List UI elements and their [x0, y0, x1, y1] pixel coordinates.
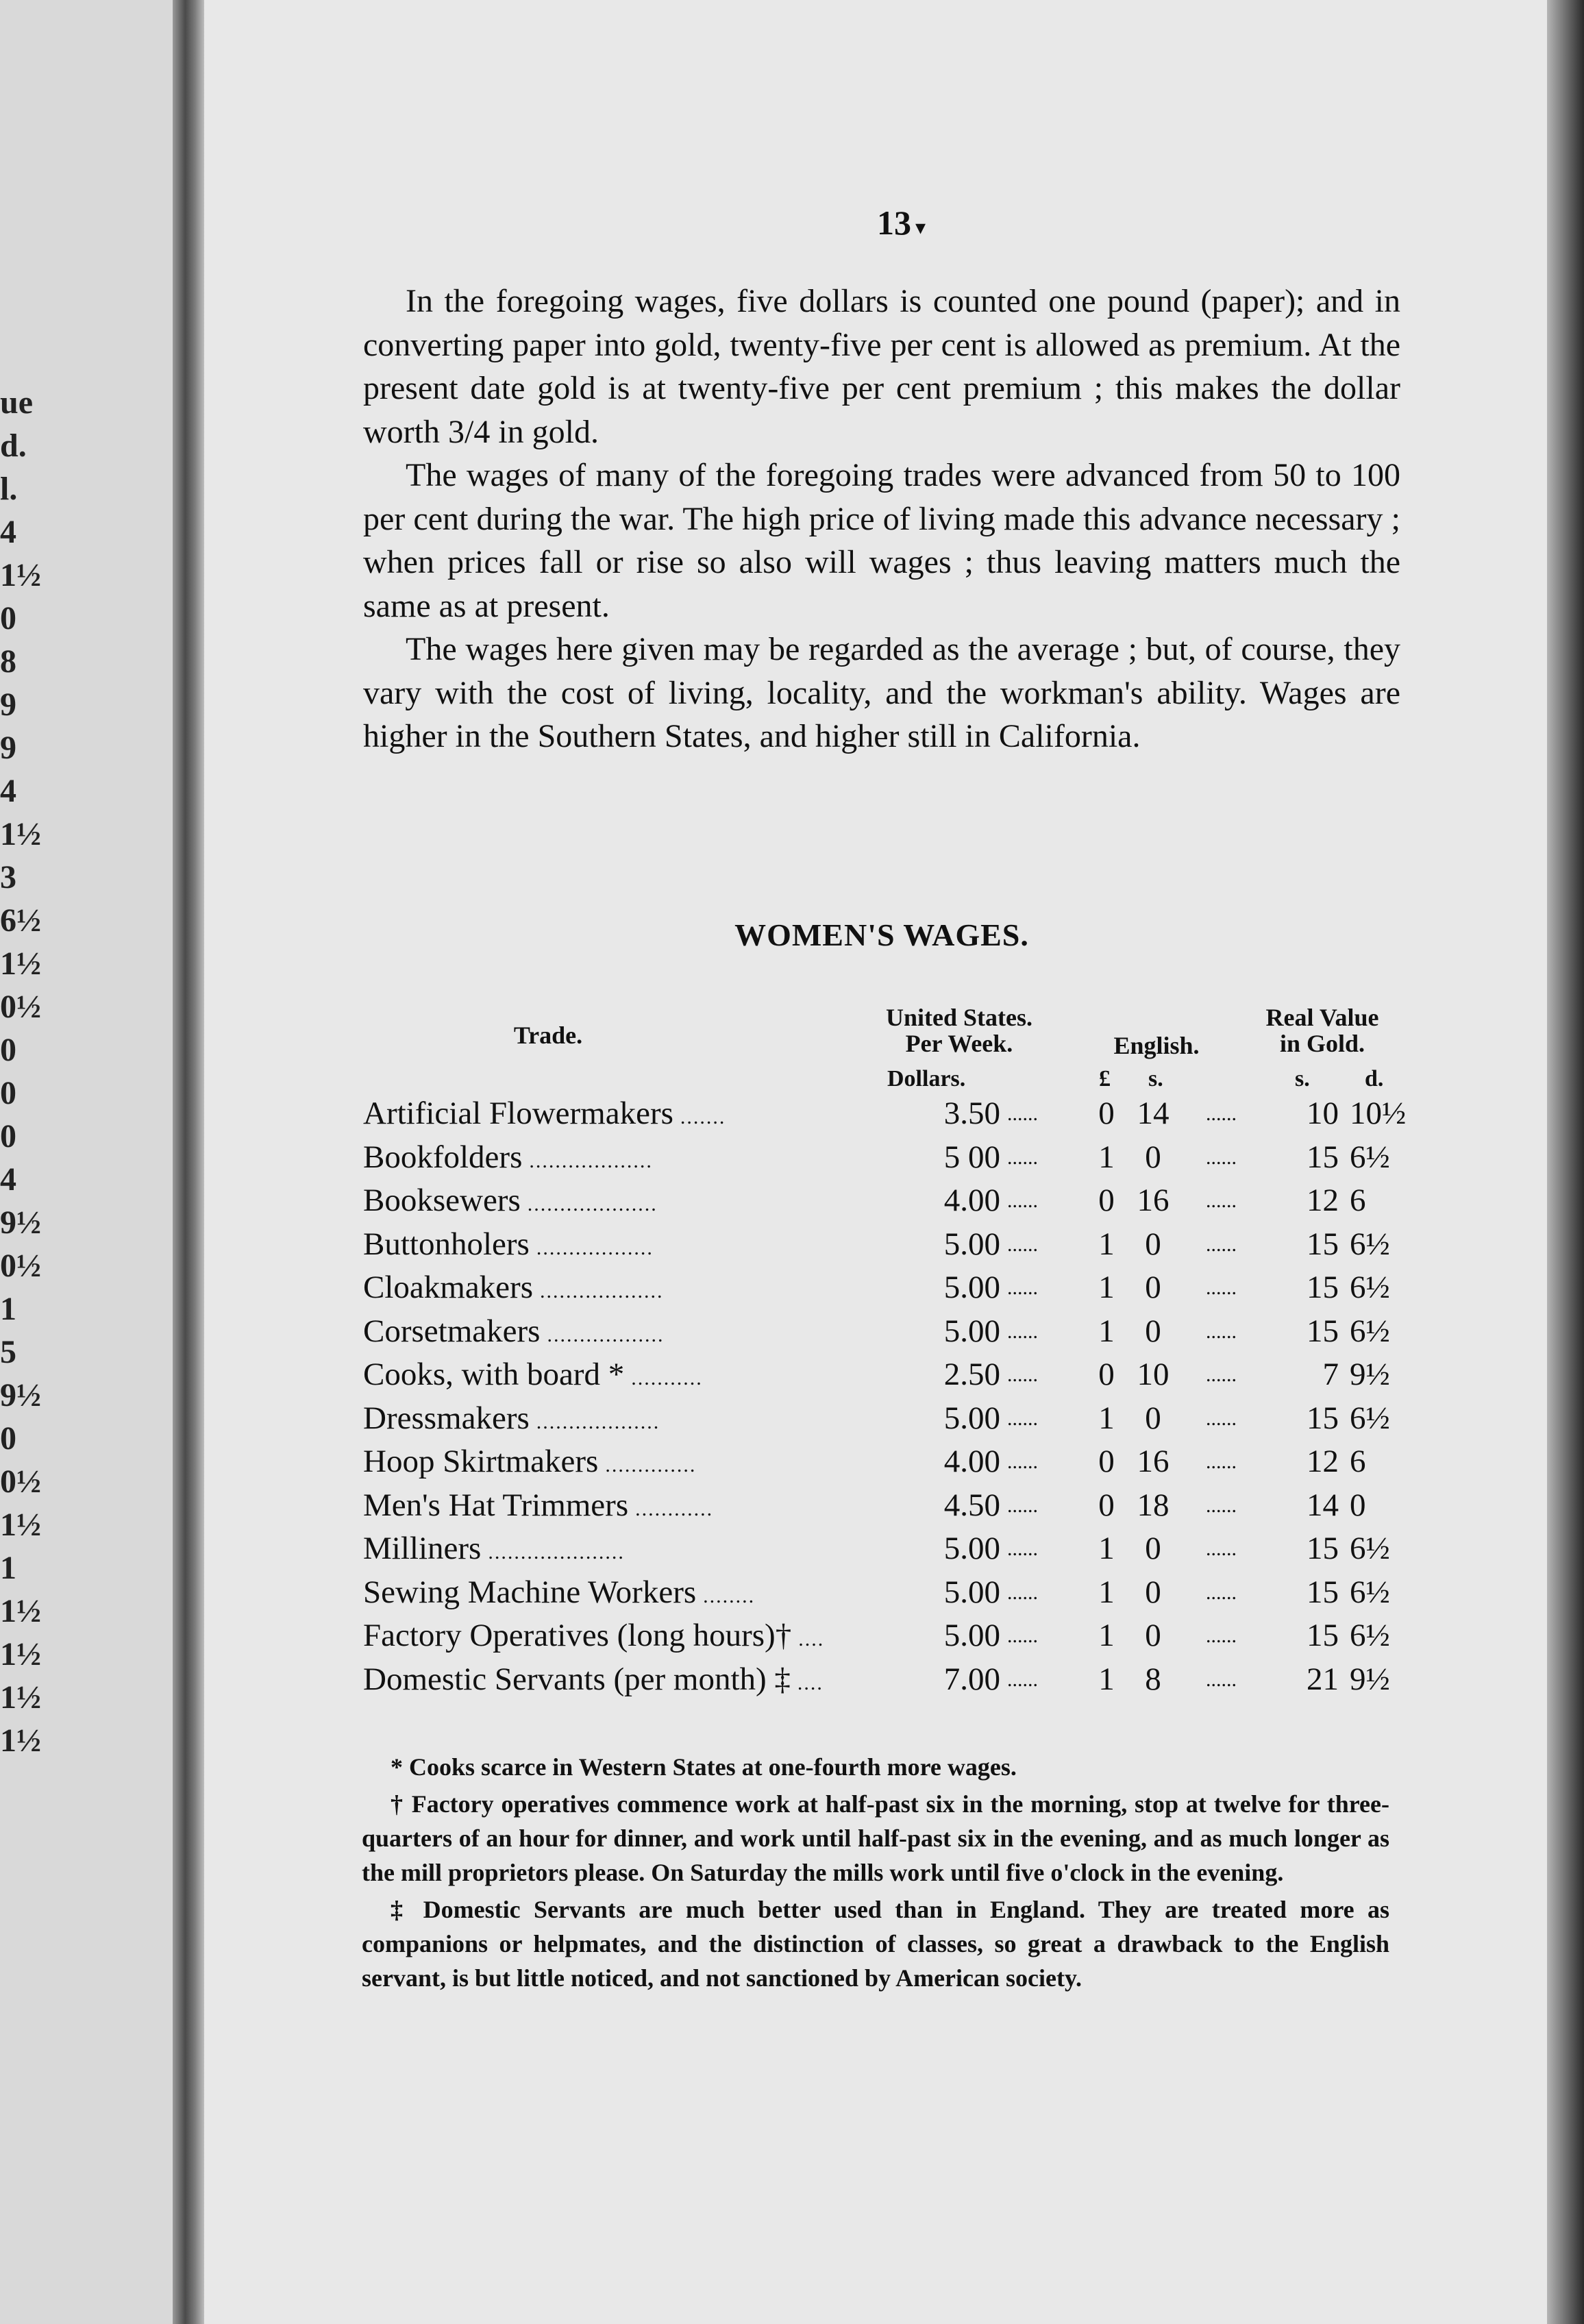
row-gold-s: 15 [1307, 1531, 1339, 1566]
row-gold-s: 15 [1307, 1574, 1339, 1610]
facing-page-fragment: 9½ [0, 1204, 41, 1241]
dot-leader: ............ [635, 1497, 714, 1520]
row-trade [363, 1136, 653, 1183]
row-shillings: 0 [1145, 1270, 1161, 1305]
table-row [363, 1179, 1411, 1223]
row-usd: 5.00 [943, 1226, 1000, 1262]
dot-leader: ...... [1007, 1146, 1038, 1169]
row-shillings: 0 [1145, 1574, 1161, 1610]
section-heading: WOMEN'S WAGES. [734, 917, 1029, 952]
row-usd: 5.00 [943, 1313, 1000, 1349]
row-trade [363, 1614, 824, 1661]
dot-leader: ........... [631, 1367, 703, 1389]
row-shillings: 0 [1145, 1400, 1161, 1436]
row-pound: 1 [1098, 1139, 1115, 1175]
page-right-edge [1547, 0, 1584, 2324]
row-trade [363, 1179, 658, 1226]
dot-leader: ...... [1206, 1581, 1237, 1604]
row-usd: 5.00 [943, 1574, 1000, 1610]
footnote-factory: † Factory operatives commence work at half-past six in the morning, stop at twelve for three-quarters of an hour for dinner, and work until half-past six in the evening, and as much longer as the mill proprietors please. On Saturday the mills work until five o'clock in the evening. [362, 1790, 1389, 1886]
table-row [363, 1397, 1411, 1441]
row-shillings: 16 [1137, 1183, 1170, 1218]
row-trade-text: Sewing Machine Workers [363, 1574, 697, 1610]
facing-page-fragment: 3 [0, 859, 16, 895]
row-pound: 0 [1098, 1357, 1115, 1392]
facing-page-fragment: 1½ [0, 1507, 41, 1543]
table-row [363, 1136, 1411, 1180]
row-trade-text: Artificial Flowermakers [363, 1096, 673, 1131]
row-pound: 0 [1098, 1487, 1115, 1523]
row-trade [363, 1484, 713, 1531]
page-mark: ▾ [915, 217, 926, 239]
row-usd: 4.00 [943, 1183, 1000, 1218]
dot-leader: ...... [1206, 1189, 1237, 1212]
dot-leader: ....... [680, 1106, 726, 1128]
row-shillings: 10 [1137, 1357, 1170, 1392]
row-shillings: 0 [1145, 1313, 1161, 1349]
row-trade [363, 1353, 703, 1400]
facing-page-fragment: 4 [0, 773, 16, 809]
row-trade-text: Factory Operatives (long hours)† [363, 1618, 792, 1653]
dot-leader: ..................... [488, 1541, 625, 1563]
dot-leader: ...... [1206, 1363, 1237, 1386]
row-shillings: 0 [1145, 1618, 1161, 1653]
facing-page-fragment: 0½ [0, 989, 41, 1025]
row-usd: 2.50 [943, 1357, 1000, 1392]
dot-leader: ...... [1007, 1102, 1038, 1125]
row-gold-s: 15 [1307, 1618, 1339, 1653]
row-gold-s: 15 [1307, 1270, 1339, 1305]
row-gold-d: 6½ [1350, 1226, 1390, 1262]
dot-leader: ...... [1206, 1668, 1237, 1691]
facing-page-fragment: 9½ [0, 1377, 41, 1413]
facing-page-fragment: l. [0, 471, 18, 507]
row-pound: 1 [1098, 1400, 1115, 1436]
row-gold-s: 15 [1307, 1400, 1339, 1436]
book-gutter [173, 0, 204, 2324]
row-gold-s: 15 [1307, 1226, 1339, 1262]
dot-leader: ................... [529, 1149, 653, 1172]
row-usd: 5.00 [943, 1531, 1000, 1566]
subheader-gold-s: s. [1295, 1066, 1310, 1091]
row-shillings: 0 [1145, 1531, 1161, 1566]
facing-page-fragment: 1½ [0, 1722, 41, 1759]
facing-page-fragment: 8 [0, 643, 16, 680]
dot-leader: ...... [1007, 1624, 1038, 1647]
row-pound: 1 [1098, 1270, 1115, 1305]
row-gold-d: 9½ [1350, 1357, 1390, 1392]
row-usd: 5.00 [943, 1618, 1000, 1653]
row-trade-text: Domestic Servants (per month) ‡ [363, 1661, 791, 1697]
row-pound: 1 [1098, 1226, 1115, 1262]
footnotes [362, 1750, 1389, 1998]
row-trade-text: Cloakmakers [363, 1270, 533, 1305]
row-gold-s: 15 [1307, 1139, 1339, 1175]
facing-page-fragment: 9 [0, 687, 16, 723]
row-usd: 4.00 [943, 1444, 1000, 1479]
dot-leader: .............. [605, 1454, 697, 1476]
dot-leader: ...... [1007, 1276, 1038, 1299]
row-gold-s: 12 [1307, 1444, 1339, 1479]
dot-leader: ...... [1206, 1102, 1237, 1125]
header-trade: Trade. [513, 1022, 583, 1049]
table-row [363, 1266, 1411, 1310]
page-number-text: 13 [877, 203, 911, 242]
header-united-states [836, 1004, 1082, 1056]
dot-leader: ...... [1007, 1189, 1038, 1212]
row-trade-text: Dressmakers [363, 1400, 530, 1436]
row-gold-d: 6½ [1350, 1313, 1390, 1349]
dot-leader: ................... [536, 1410, 660, 1433]
dot-leader: ...... [1007, 1407, 1038, 1430]
subheader-dollars: Dollars. [887, 1066, 966, 1091]
header-english: English. [1113, 1032, 1200, 1059]
wage-table [363, 1092, 1411, 1701]
facing-page-fragment: ue [0, 384, 33, 421]
row-trade [363, 1440, 696, 1487]
dot-leader: ...... [1007, 1668, 1038, 1691]
facing-page-fragment: 0 [0, 1420, 16, 1457]
facing-page-fragment: 1½ [0, 557, 41, 593]
facing-page-strip [0, 0, 201, 2324]
row-trade-text: Buttonholers [363, 1226, 530, 1262]
subheader-shillings: s. [1148, 1066, 1163, 1091]
subheader-gold-d: d. [1365, 1066, 1384, 1091]
facing-page-fragment: d. [0, 428, 27, 464]
row-gold-d: 10½ [1350, 1096, 1407, 1131]
row-gold-d: 6½ [1350, 1400, 1390, 1436]
dot-leader: ...... [1206, 1146, 1237, 1169]
row-pound: 1 [1098, 1661, 1115, 1697]
facing-page-fragment: 1½ [0, 945, 41, 982]
dot-leader: ...... [1007, 1450, 1038, 1473]
body-text [363, 280, 1400, 758]
facing-page-fragment: 4 [0, 1161, 16, 1198]
row-shillings: 0 [1145, 1226, 1161, 1262]
facing-page-fragment: 1½ [0, 1593, 41, 1629]
dot-leader: .................. [536, 1236, 654, 1259]
row-gold-d: 6½ [1350, 1270, 1390, 1305]
row-trade-text: Corsetmakers [363, 1313, 541, 1349]
row-trade-text: Bookfolders [363, 1139, 523, 1175]
dot-leader: .... [798, 1628, 825, 1651]
table-row [363, 1571, 1411, 1615]
dot-leader: ...... [1206, 1494, 1237, 1517]
row-trade [363, 1397, 660, 1444]
footnote-servants: ‡ Domestic Servants are much better used than in England. They are treated more as companions or helpmates, and the distinction of classes, so great a drawback to the English servant, is but little noticed, and not sanctioned by American society. [362, 1896, 1389, 1992]
dot-leader: ...... [1007, 1233, 1038, 1256]
row-shillings: 8 [1145, 1661, 1161, 1697]
row-pound: 1 [1098, 1313, 1115, 1349]
facing-page-fragment: 9 [0, 730, 16, 766]
facing-page-fragment: 0 [0, 1032, 16, 1068]
dot-leader: ...... [1206, 1537, 1237, 1560]
dot-leader: ...... [1206, 1320, 1237, 1343]
table-row [363, 1484, 1411, 1528]
facing-page-fragment: 0 [0, 1075, 16, 1111]
row-pound: 0 [1098, 1096, 1115, 1131]
facing-page-fragment: 6½ [0, 902, 41, 939]
dot-leader: ...... [1206, 1407, 1237, 1430]
dot-leader: ...... [1007, 1494, 1038, 1517]
row-gold-d: 6 [1350, 1183, 1366, 1218]
facing-page-fragment: 1 [0, 1550, 16, 1586]
facing-page-fragment: 1½ [0, 816, 41, 852]
facing-page-fragment: 1½ [0, 1636, 41, 1672]
row-pound: 1 [1098, 1531, 1115, 1566]
facing-page-fragment: 4 [0, 514, 16, 550]
dot-leader: ...... [1007, 1581, 1038, 1604]
dot-leader: .................... [527, 1193, 658, 1215]
row-trade [363, 1310, 664, 1357]
dot-leader: ...... [1007, 1320, 1038, 1343]
row-trade [363, 1223, 654, 1270]
row-gold-s: 7 [1322, 1357, 1339, 1392]
row-trade-text: Cooks, with board * [363, 1357, 625, 1392]
dot-leader: .... [797, 1671, 824, 1694]
table-row [363, 1658, 1411, 1702]
dot-leader: ...... [1206, 1276, 1237, 1299]
table-row [363, 1527, 1411, 1571]
dot-leader: ...... [1206, 1624, 1237, 1647]
dot-leader: ...... [1007, 1537, 1038, 1560]
row-pound: 0 [1098, 1444, 1115, 1479]
row-gold-s: 21 [1307, 1661, 1339, 1697]
table-row [363, 1353, 1411, 1397]
row-trade [363, 1571, 755, 1618]
dot-leader: ........ [703, 1584, 756, 1607]
facing-page-fragment: 0 [0, 600, 16, 636]
table-row [363, 1614, 1411, 1658]
facing-page-fragment: 0½ [0, 1463, 41, 1500]
row-usd: 5.00 [943, 1400, 1000, 1436]
dot-leader: ................... [540, 1280, 664, 1302]
row-gold-s: 10 [1307, 1096, 1339, 1131]
table-row [363, 1310, 1411, 1354]
row-trade-text: Booksewers [363, 1183, 521, 1218]
row-shillings: 16 [1137, 1444, 1170, 1479]
row-gold-s: 15 [1307, 1313, 1339, 1349]
row-shillings: 14 [1137, 1096, 1170, 1131]
row-usd: 5 00 [943, 1139, 1000, 1175]
row-usd: 7.00 [943, 1661, 1000, 1697]
paragraph-3: The wages here given may be regarded as the average ; but, of course, they vary with the cost of living, locality, and the workman's ability. Wages are higher in the Southern States, and higher still in California. [363, 631, 1400, 754]
row-pound: 1 [1098, 1574, 1115, 1610]
paragraph-2: The wages of many of the foregoing trades were advanced from 50 to 100 per cent during the war. The high price of living made this advance necessary ; when prices fall or rise so also will wages ; thus leaving matters much the same as at present. [363, 457, 1400, 624]
row-gold-d: 0 [1350, 1487, 1366, 1523]
row-usd: 5.00 [943, 1270, 1000, 1305]
page-number [877, 203, 926, 243]
row-gold-d: 6 [1350, 1444, 1366, 1479]
facing-page-fragment: 0½ [0, 1248, 41, 1284]
row-gold-d: 6½ [1350, 1139, 1390, 1175]
row-gold-d: 6½ [1350, 1531, 1390, 1566]
subheader-pound: £ [1099, 1066, 1111, 1091]
row-pound: 1 [1098, 1618, 1115, 1653]
row-gold-s: 12 [1307, 1183, 1339, 1218]
row-trade-text: Hoop Skirtmakers [363, 1444, 599, 1479]
row-gold-s: 14 [1307, 1487, 1339, 1523]
table-row [363, 1223, 1411, 1267]
row-usd: 4.50 [943, 1487, 1000, 1523]
table-row [363, 1092, 1411, 1136]
facing-page-fragment: 1 [0, 1291, 16, 1327]
row-trade [363, 1527, 625, 1574]
dot-leader: ...... [1007, 1363, 1038, 1386]
dot-leader: .................. [547, 1323, 665, 1346]
paragraph-1: In the foregoing wages, five dollars is counted one pound (paper); and in converting paper into gold, twenty-five per cent is allowed as premium. At the present date gold is at twenty-five per cent premium ; this makes the dollar worth 3/4 in gold. [363, 283, 1400, 450]
facing-page-fragment: 1½ [0, 1679, 41, 1716]
header-usd-line2: Per Week. [905, 1030, 1013, 1057]
footnote-cooks: * Cooks scarce in Western States at one-fourth more wages. [391, 1753, 1017, 1781]
header-real-value [1233, 1004, 1411, 1056]
row-gold-d: 9½ [1350, 1661, 1390, 1697]
row-gold-d: 6½ [1350, 1618, 1390, 1653]
row-shillings: 0 [1145, 1139, 1161, 1175]
row-trade [363, 1658, 824, 1705]
table-row [363, 1440, 1411, 1484]
row-shillings: 18 [1137, 1487, 1170, 1523]
row-trade [363, 1092, 726, 1139]
dot-leader: ...... [1206, 1233, 1237, 1256]
row-gold-d: 6½ [1350, 1574, 1390, 1610]
header-gold-line2: in Gold. [1279, 1030, 1365, 1057]
facing-page-fragment: 0 [0, 1118, 16, 1154]
facing-page-fragment: 5 [0, 1334, 16, 1370]
header-usd-line1: United States. [886, 1004, 1032, 1031]
row-usd: 3.50 [943, 1096, 1000, 1131]
header-gold-line1: Real Value [1265, 1004, 1379, 1031]
row-trade [363, 1266, 664, 1313]
dot-leader: ...... [1206, 1450, 1237, 1473]
row-trade-text: Milliners [363, 1531, 482, 1566]
row-pound: 0 [1098, 1183, 1115, 1218]
row-trade-text: Men's Hat Trimmers [363, 1487, 629, 1523]
